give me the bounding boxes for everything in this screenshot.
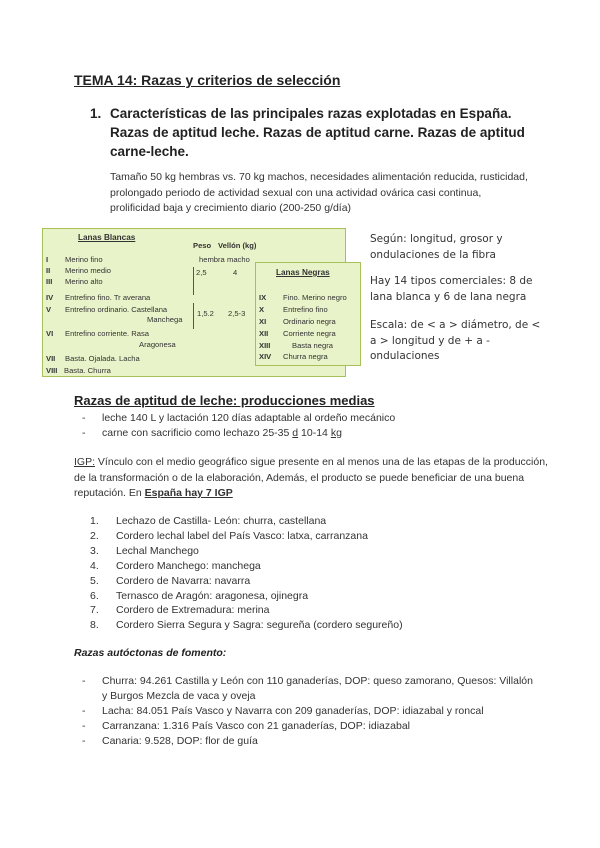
row-name: Basta. Ojalada. Lacha	[65, 354, 140, 363]
row-name: Entrefino ordinario. Castellana	[65, 305, 168, 314]
row-name: Entrefino fino. Tr averana	[65, 293, 151, 302]
list-item: 7. Cordero de Extremadura: merina	[90, 604, 270, 617]
row-name: Corriente negra	[283, 329, 336, 338]
col-vellon: Vellón (kg)	[218, 241, 257, 250]
row-name: Basta negra	[292, 341, 333, 350]
row-name: Ordinario negra	[283, 317, 336, 326]
row-num: XII	[259, 329, 269, 338]
list-item: 8. Cordero Sierra Segura y Sagra: segureña (cordero segureño)	[90, 619, 403, 632]
negras-title: Lanas Negras	[276, 268, 330, 277]
row-num: V	[46, 305, 52, 314]
igp-paragraph: IGP: Vínculo con el medio geográfico sigue presente en al menos una de las etapas de la producción, de la transformación o de la elaboración, Además, el producto se puede beneficiar de una buena reputación. En España hay 7 IGP	[74, 456, 548, 499]
igp-label: IGP:	[74, 456, 96, 468]
sub-macho: macho	[227, 255, 250, 264]
side-note-2: Hay 14 tipos comerciales: 8 de lana blanca y 6 de lana negra	[370, 275, 533, 303]
row-num: X	[259, 305, 265, 314]
row-name: Entrefino corriente. Rasa	[65, 329, 149, 338]
row-name: Manchega	[147, 315, 183, 324]
list-item: - carne con sacrificio como lechazo 25-35 d 10-14 kg	[82, 427, 342, 439]
list-item: - Lacha: 84.051 País Vasco y Navarra con 209 ganaderías, DOP: idiazabal y roncal	[82, 705, 484, 717]
row-num: XIV	[259, 352, 272, 361]
section-heading-text: Características de las principales razas explotadas en España. Razas de aptitud leche. Razas de aptitud carne. Razas de aptitud carne-leche.	[110, 106, 525, 159]
sub-hembra: hembra	[199, 255, 225, 264]
row-num: VIII	[46, 366, 58, 375]
row-num: IV	[46, 293, 54, 302]
fomento-heading: Razas autóctonas de fomento:	[74, 647, 227, 659]
value-macho-2: 2,5-3	[228, 309, 246, 318]
row-num: I	[46, 255, 49, 264]
list-item: 3. Lechal Manchego	[90, 544, 199, 557]
row-num: II	[46, 266, 51, 275]
row-num: III	[46, 277, 53, 286]
value-macho-1: 4	[233, 268, 238, 277]
row-name: Basta. Churra	[64, 366, 111, 375]
row-name: Aragonesa	[139, 340, 176, 349]
list-item: - Churra: 94.261 Castilla y León con 110 ganaderías, DOP: queso zamorano, Quesos: Villalón y Burgos Mezcla de vaca y oveja	[82, 675, 533, 702]
row-num: VI	[46, 329, 54, 338]
row-num: XIII	[259, 341, 271, 350]
list-item: - Carranzana: 1.316 País Vasco con 21 ganaderías, DOP: idiazabal	[82, 720, 410, 732]
row-num: VII	[46, 354, 56, 363]
row-name: Merino alto	[65, 277, 103, 286]
igp-count: España hay 7 IGP	[144, 487, 233, 499]
blancas-title: Lanas Blancas	[78, 233, 136, 242]
row-name: Entrefino fino	[283, 305, 328, 314]
list-item: 1. Lechazo de Castilla- León: churra, castellana	[90, 515, 327, 527]
list-item: - Canaria: 9.528, DOP: flor de guía	[82, 735, 258, 747]
row-name: Churra negra	[283, 352, 328, 361]
row-name: Fino. Merino negro	[283, 293, 347, 302]
lanas-negras-table	[255, 262, 361, 366]
value-hembra-2: 1,5.2	[197, 309, 214, 318]
intro-paragraph: Tamaño 50 kg hembras vs. 70 kg machos, necesidades alimentación reducida, rusticidad, prolongado periodo de actividad sexual con una actividad ovárica casi continua, prolificidad baja y crecimiento diario (200-250 g/día)	[110, 171, 528, 214]
row-name: Merino medio	[65, 266, 112, 275]
page-title: TEMA 14: Razas y criterios de selección	[74, 72, 341, 88]
list-item: 4. Cordero Manchego: manchega	[90, 559, 261, 572]
side-note-1: Según: longitud, grosor y ondulaciones de la fibra	[370, 233, 503, 261]
col-peso: Peso	[193, 241, 212, 250]
leche-list	[74, 411, 554, 441]
list-item: 2. Cordero lechal label del País Vasco: latxa, carranzana	[90, 529, 368, 542]
fomento-list	[74, 674, 534, 749]
side-note-3: Escala: de < a > diámetro, de < a > longitud y de + a -ondulaciones	[370, 319, 541, 362]
row-num: IX	[259, 293, 267, 302]
igp-list	[90, 514, 550, 633]
value-hembra-1: 2,5	[196, 268, 207, 277]
list-item: 6. Ternasco de Aragón: aragonesa, ojinegra	[90, 589, 309, 602]
list-item: - leche 140 L y lactación 120 días adaptable al ordeño mecánico	[82, 412, 396, 424]
section-number: 1.	[90, 106, 102, 121]
leche-heading: Razas de aptitud de leche: producciones medias	[74, 393, 375, 408]
list-item: 5. Cordero de Navarra: navarra	[90, 574, 251, 587]
row-num: XI	[259, 317, 267, 326]
row-name: Merino fino	[65, 255, 103, 264]
